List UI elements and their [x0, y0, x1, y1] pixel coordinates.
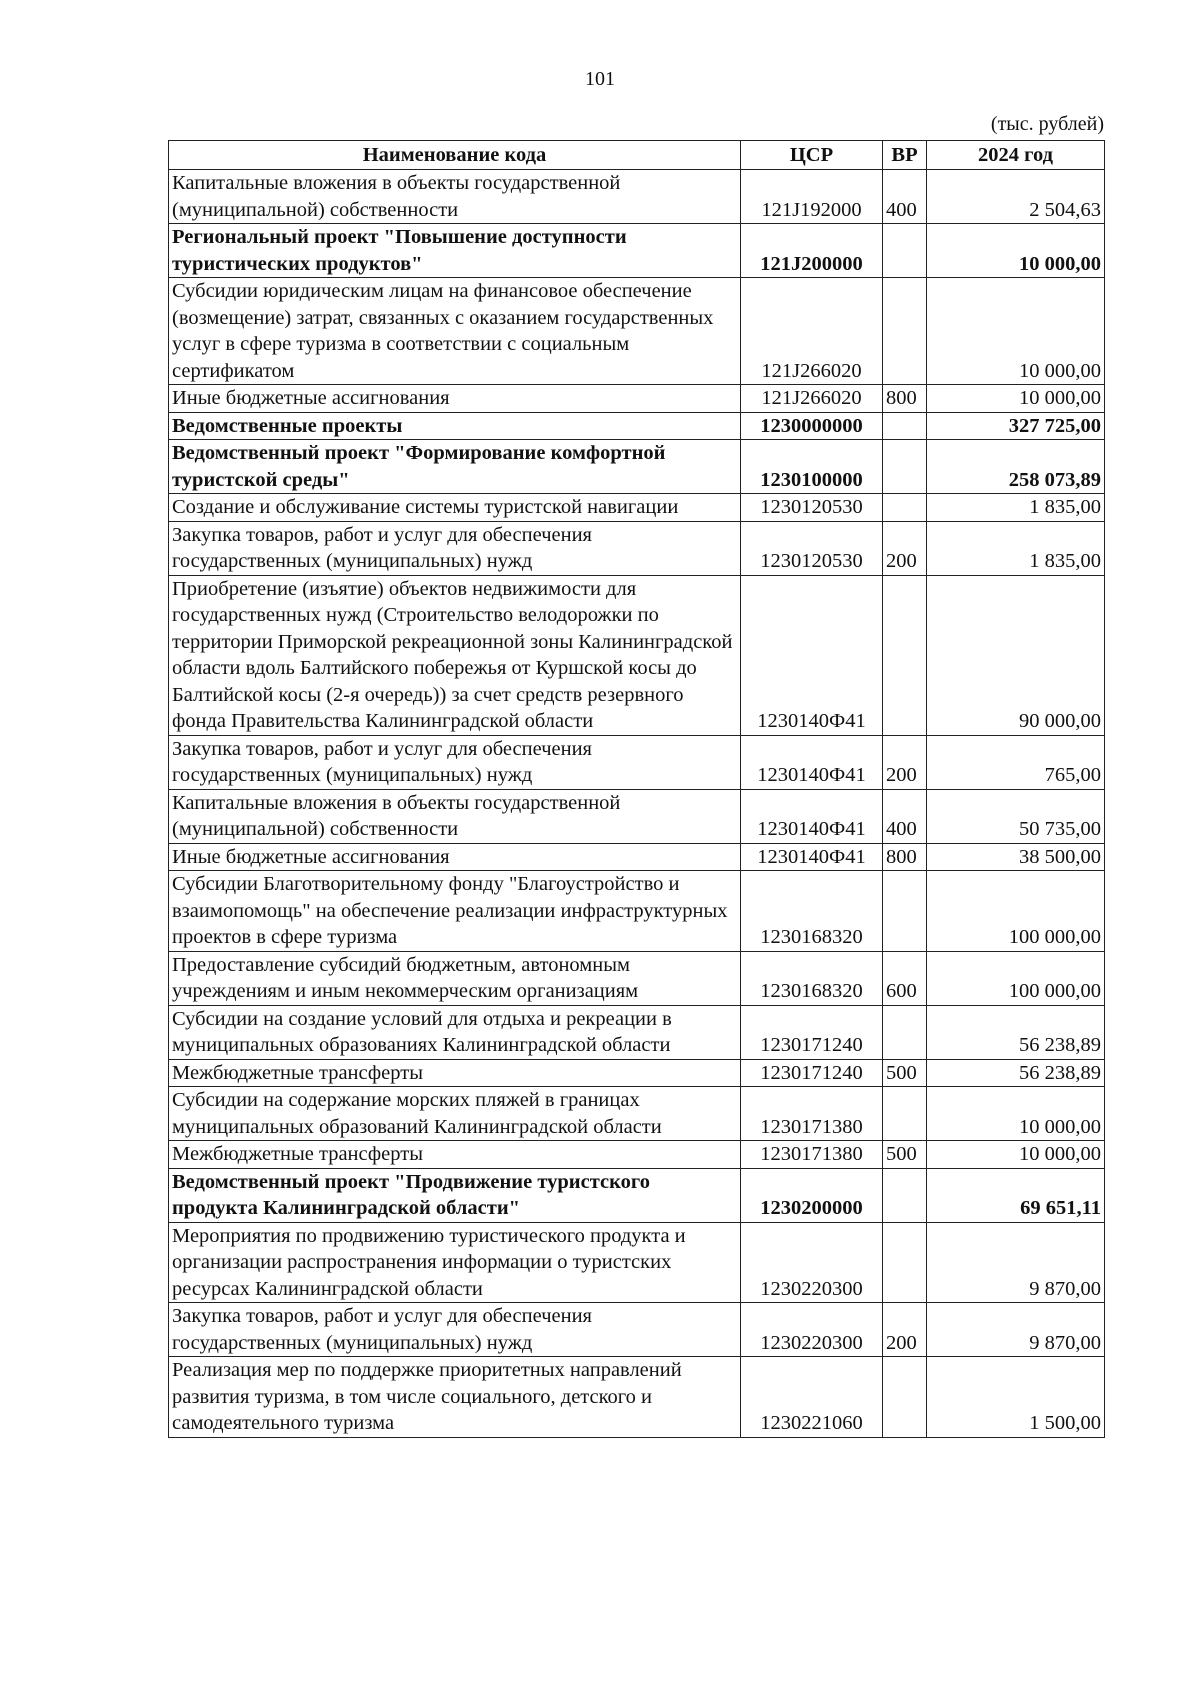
row-name-cell: Ведомственный проект "Продвижение туристского продукта Калининградской области" — [169, 1168, 741, 1222]
row-vr-cell: 500 — [883, 1141, 927, 1169]
row-csr-cell: 1230140Ф41 — [741, 789, 883, 843]
row-csr-cell: 1230168320 — [741, 871, 883, 952]
row-name-cell: Капитальные вложения в объекты государственной (муниципальной) собственности — [169, 789, 741, 843]
row-csr-cell: 1230120530 — [741, 521, 883, 575]
row-amount-cell: 56 238,89 — [927, 1005, 1105, 1059]
row-amount-cell: 9 870,00 — [927, 1222, 1105, 1303]
row-name-cell: Закупка товаров, работ и услуг для обеспечения государственных (муниципальных) нужд — [169, 1303, 741, 1357]
row-name-cell: Создание и обслуживание системы туристской навигации — [169, 494, 741, 522]
row-vr-cell — [883, 1005, 927, 1059]
row-csr-cell: 1230221060 — [741, 1357, 883, 1438]
table-row — [169, 1303, 1105, 1357]
row-name-cell: Региональный проект "Повышение доступности туристических продуктов" — [169, 224, 741, 278]
budget-table — [168, 140, 1105, 1438]
row-amount-cell: 10 000,00 — [927, 1141, 1105, 1169]
row-vr-cell: 400 — [883, 170, 927, 224]
row-name-cell: Межбюджетные трансферты — [169, 1059, 741, 1087]
table-row — [169, 1357, 1105, 1438]
row-amount-cell: 100 000,00 — [927, 951, 1105, 1005]
row-name-cell: Закупка товаров, работ и услуг для обеспечения государственных (муниципальных) нужд — [169, 521, 741, 575]
row-vr-cell: 200 — [883, 735, 927, 789]
row-amount-cell: 765,00 — [927, 735, 1105, 789]
table-row — [169, 1222, 1105, 1303]
row-name-cell: Предоставление субсидий бюджетным, автономным учреждениям и иным некоммерческим организациям — [169, 951, 741, 1005]
row-amount-cell: 50 735,00 — [927, 789, 1105, 843]
header-name: Наименование кода — [169, 141, 741, 170]
row-vr-cell — [883, 1357, 927, 1438]
row-vr-cell — [883, 1087, 927, 1141]
row-name-cell: Реализация мер по поддержке приоритетных направлений развития туризма, в том числе социального, детского и самодеятельного туризма — [169, 1357, 741, 1438]
row-vr-cell: 200 — [883, 1303, 927, 1357]
table-row — [169, 385, 1105, 413]
row-csr-cell: 1230220300 — [741, 1222, 883, 1303]
table-row — [169, 494, 1105, 522]
row-name-cell: Приобретение (изъятие) объектов недвижимости для государственных нужд (Строительство велодорожки по территории Приморской рекреационной зоны Калининградской области вдоль Балтийского побережья от Куршской косы до Балтийской косы (2-я очередь)) за счет средств резервного фонда Правительства Калининградской области — [169, 575, 741, 735]
row-vr-cell — [883, 412, 927, 440]
row-name-cell: Межбюджетные трансферты — [169, 1141, 741, 1169]
row-amount-cell: 10 000,00 — [927, 1087, 1105, 1141]
row-amount-cell: 9 870,00 — [927, 1303, 1105, 1357]
table-row — [169, 735, 1105, 789]
row-csr-cell: 1230171240 — [741, 1059, 883, 1087]
header-vr: ВР — [883, 141, 927, 170]
table-row — [169, 1168, 1105, 1222]
row-name-cell: Закупка товаров, работ и услуг для обеспечения государственных (муниципальных) нужд — [169, 735, 741, 789]
row-csr-cell: 1230100000 — [741, 440, 883, 494]
row-vr-cell — [883, 1222, 927, 1303]
row-vr-cell — [883, 440, 927, 494]
row-vr-cell — [883, 224, 927, 278]
row-csr-cell: 1230220300 — [741, 1303, 883, 1357]
row-vr-cell: 500 — [883, 1059, 927, 1087]
table-row — [169, 1141, 1105, 1169]
row-name-cell: Ведомственные проекты — [169, 412, 741, 440]
page-number: 101 — [585, 68, 615, 90]
table-row — [169, 789, 1105, 843]
row-name-cell: Субсидии на создание условий для отдыха и рекреации в муниципальных образованиях Калининградской области — [169, 1005, 741, 1059]
row-name-cell: Иные бюджетные ассигнования — [169, 843, 741, 871]
units-label: (тыс. рублей) — [990, 113, 1104, 135]
row-amount-cell: 69 651,11 — [927, 1168, 1105, 1222]
row-amount-cell: 1 500,00 — [927, 1357, 1105, 1438]
row-amount-cell: 10 000,00 — [927, 278, 1105, 385]
table-row — [169, 440, 1105, 494]
row-vr-cell — [883, 1168, 927, 1222]
table-row — [169, 170, 1105, 224]
row-csr-cell: 121J192000 — [741, 170, 883, 224]
row-csr-cell: 121J266020 — [741, 278, 883, 385]
row-csr-cell: 121J266020 — [741, 385, 883, 413]
row-csr-cell: 1230171240 — [741, 1005, 883, 1059]
row-name-cell: Капитальные вложения в объекты государственной (муниципальной) собственности — [169, 170, 741, 224]
row-csr-cell: 1230140Ф41 — [741, 843, 883, 871]
row-vr-cell: 400 — [883, 789, 927, 843]
table-row — [169, 1087, 1105, 1141]
table-row — [169, 575, 1105, 735]
row-csr-cell: 1230140Ф41 — [741, 735, 883, 789]
row-csr-cell: 1230120530 — [741, 494, 883, 522]
row-amount-cell: 258 073,89 — [927, 440, 1105, 494]
row-amount-cell: 1 835,00 — [927, 494, 1105, 522]
row-amount-cell: 38 500,00 — [927, 843, 1105, 871]
table-row — [169, 1005, 1105, 1059]
table-row — [169, 412, 1105, 440]
table-row — [169, 521, 1105, 575]
row-vr-cell: 800 — [883, 385, 927, 413]
table-row — [169, 278, 1105, 385]
row-vr-cell: 800 — [883, 843, 927, 871]
row-amount-cell: 10 000,00 — [927, 224, 1105, 278]
row-vr-cell — [883, 278, 927, 385]
row-csr-cell: 1230171380 — [741, 1087, 883, 1141]
row-vr-cell — [883, 494, 927, 522]
row-amount-cell: 100 000,00 — [927, 871, 1105, 952]
header-csr: ЦСР — [741, 141, 883, 170]
table-body — [169, 170, 1105, 1438]
row-amount-cell: 56 238,89 — [927, 1059, 1105, 1087]
row-name-cell: Субсидии Благотворительному фонду "Благоустройство и взаимопомощь" на обеспечение реализации инфраструктурных проектов в сфере туризма — [169, 871, 741, 952]
row-vr-cell — [883, 575, 927, 735]
row-csr-cell: 121J200000 — [741, 224, 883, 278]
table-row — [169, 871, 1105, 952]
row-amount-cell: 2 504,63 — [927, 170, 1105, 224]
table-row — [169, 951, 1105, 1005]
row-csr-cell: 1230171380 — [741, 1141, 883, 1169]
header-year: 2024 год — [927, 141, 1105, 170]
row-amount-cell: 327 725,00 — [927, 412, 1105, 440]
row-name-cell: Мероприятия по продвижению туристического продукта и организации распространения информации о туристских ресурсах Калининградской области — [169, 1222, 741, 1303]
row-name-cell: Ведомственный проект "Формирование комфортной туристской среды" — [169, 440, 741, 494]
table-row — [169, 224, 1105, 278]
row-vr-cell — [883, 871, 927, 952]
row-amount-cell: 90 000,00 — [927, 575, 1105, 735]
row-csr-cell: 1230140Ф41 — [741, 575, 883, 735]
table-row — [169, 843, 1105, 871]
table-row — [169, 1059, 1105, 1087]
row-vr-cell: 600 — [883, 951, 927, 1005]
table-header-row — [169, 141, 1105, 170]
row-csr-cell: 1230000000 — [741, 412, 883, 440]
row-name-cell: Иные бюджетные ассигнования — [169, 385, 741, 413]
row-name-cell: Субсидии на содержание морских пляжей в границах муниципальных образований Калининградской области — [169, 1087, 741, 1141]
row-amount-cell: 1 835,00 — [927, 521, 1105, 575]
row-amount-cell: 10 000,00 — [927, 385, 1105, 413]
row-csr-cell: 1230168320 — [741, 951, 883, 1005]
row-name-cell: Субсидии юридическим лицам на финансовое обеспечение (возмещение) затрат, связанных с оказанием государственных услуг в сфере туризма в соответствии с социальным сертификатом — [169, 278, 741, 385]
row-vr-cell: 200 — [883, 521, 927, 575]
row-csr-cell: 1230200000 — [741, 1168, 883, 1222]
